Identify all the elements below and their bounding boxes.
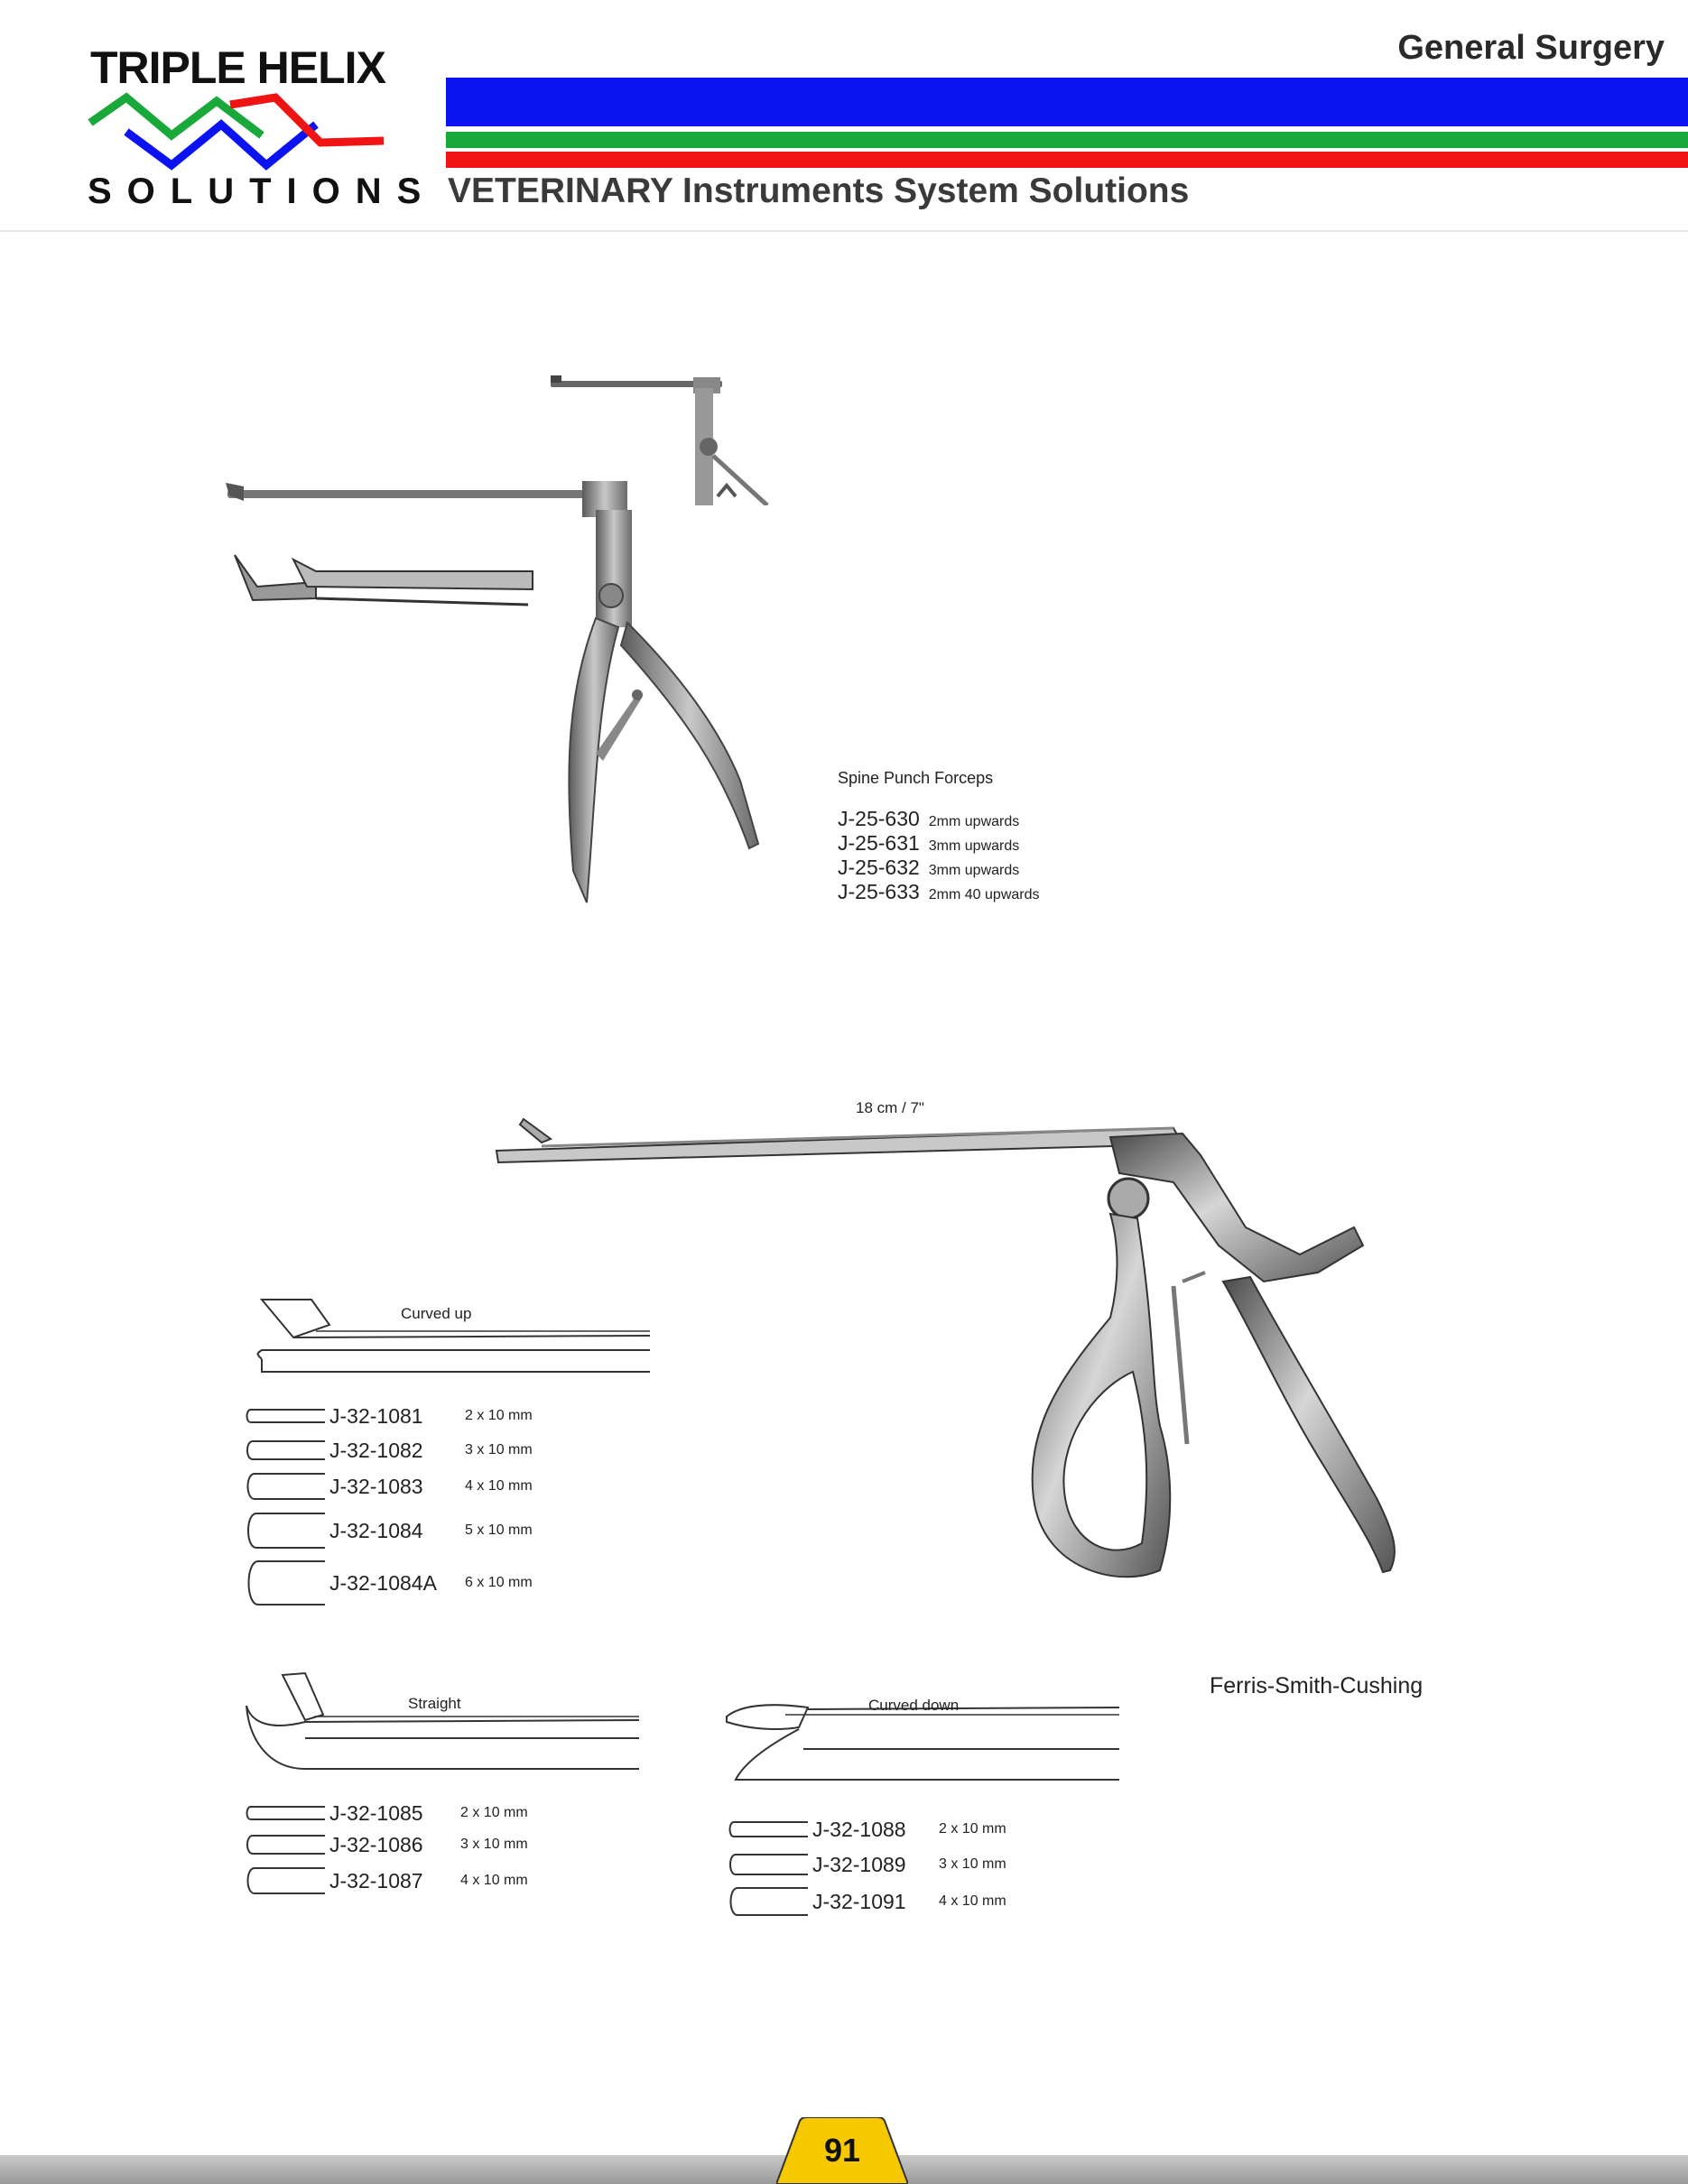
item-size: 4 x 10 mm [465, 1478, 533, 1494]
tip-profile-icon [727, 1853, 812, 1876]
item-code: J-32-1082 [329, 1438, 423, 1462]
list-item [244, 1861, 528, 1901]
item-code: J-32-1085 [329, 1800, 423, 1825]
item-size: 3 x 10 mm [465, 1442, 533, 1458]
straight-tip-diagram [242, 1668, 648, 1776]
item-size: 6 x 10 mm [465, 1575, 533, 1590]
tagline: VETERINARY Instruments System Solutions [448, 171, 1190, 210]
item-code: J-32-1091 [812, 1889, 906, 1913]
curved-up-tip-diagram [244, 1291, 659, 1381]
logo-title: TRIPLE HELIX [90, 42, 385, 93]
spine-punch-title: Spine Punch Forceps [838, 769, 994, 787]
item-code: J-32-1087 [329, 1868, 423, 1892]
list-item [727, 1812, 1006, 1846]
helix-logo-icon [86, 88, 393, 179]
item-code: J-32-1086 [329, 1832, 423, 1856]
curved-up-label: Curved up [401, 1305, 472, 1322]
logo-subtitle: SOLUTIONS [88, 171, 437, 211]
length-label: 18 cm / 7" [856, 1099, 924, 1116]
list-item [244, 1399, 533, 1433]
green-stripe [446, 132, 1688, 148]
tip-profile-icon [244, 1559, 329, 1606]
tip-profile-icon [727, 1820, 812, 1838]
item-desc: 3mm upwards [928, 838, 1020, 854]
list-item [838, 807, 1040, 831]
item-size: 4 x 10 mm [460, 1873, 528, 1888]
item-code: J-32-1083 [329, 1474, 423, 1498]
list-item [244, 1433, 533, 1467]
item-desc: 2mm upwards [928, 814, 1020, 829]
tip-profile-icon [244, 1439, 329, 1461]
item-size: 5 x 10 mm [465, 1522, 533, 1538]
list-item [838, 880, 1040, 904]
list-item [838, 856, 1040, 880]
tip-profile-icon [727, 1886, 812, 1917]
tip-profile-icon [244, 1512, 329, 1550]
tip-profile-icon [244, 1834, 329, 1855]
item-size: 2 x 10 mm [465, 1408, 533, 1423]
list-item [244, 1505, 533, 1556]
tip-profile-icon [244, 1408, 329, 1424]
list-item [838, 831, 1040, 856]
item-size: 3 x 10 mm [460, 1837, 528, 1852]
item-size: 4 x 10 mm [939, 1893, 1006, 1909]
red-stripe [446, 152, 1688, 168]
item-code: J-25-630 [838, 807, 920, 830]
list-item [244, 1798, 528, 1828]
ferris-name: Ferris-Smith-Cushing [1210, 1673, 1424, 1698]
tip-profile-icon [244, 1805, 329, 1821]
item-code: J-32-1089 [812, 1852, 906, 1876]
spine-punch-forceps-image [217, 474, 803, 925]
item-code: J-25-631 [838, 831, 920, 855]
list-item [244, 1828, 528, 1861]
header-divider [0, 230, 1688, 232]
curved-down-label: Curved down [868, 1697, 960, 1714]
item-code: J-32-1081 [329, 1403, 423, 1428]
item-code: J-25-633 [838, 880, 920, 903]
item-size: 2 x 10 mm [939, 1821, 1006, 1837]
list-item [727, 1846, 1006, 1883]
item-code: J-32-1084 [329, 1518, 423, 1542]
item-size: 3 x 10 mm [939, 1856, 1006, 1872]
tip-profile-icon [244, 1472, 329, 1501]
item-size: 2 x 10 mm [460, 1805, 528, 1820]
blue-stripe [446, 78, 1688, 126]
tip-profile-icon [244, 1866, 329, 1895]
straight-label: Straight [408, 1695, 461, 1712]
section-title: General Surgery [1397, 29, 1665, 67]
spine-punch-list [838, 807, 1040, 904]
item-code: J-32-1084A [329, 1570, 437, 1595]
list-item [727, 1883, 1006, 1920]
item-desc: 2mm 40 upwards [928, 887, 1040, 902]
page-number: 91 [823, 2132, 861, 2169]
list-item [244, 1556, 533, 1610]
straight-list [244, 1798, 528, 1901]
curved-up-list [244, 1399, 533, 1610]
item-code: J-25-632 [838, 856, 920, 879]
list-item [244, 1467, 533, 1505]
item-code: J-32-1088 [812, 1817, 906, 1841]
item-desc: 3mm upwards [928, 863, 1020, 878]
curved-down-list [727, 1812, 1006, 1920]
